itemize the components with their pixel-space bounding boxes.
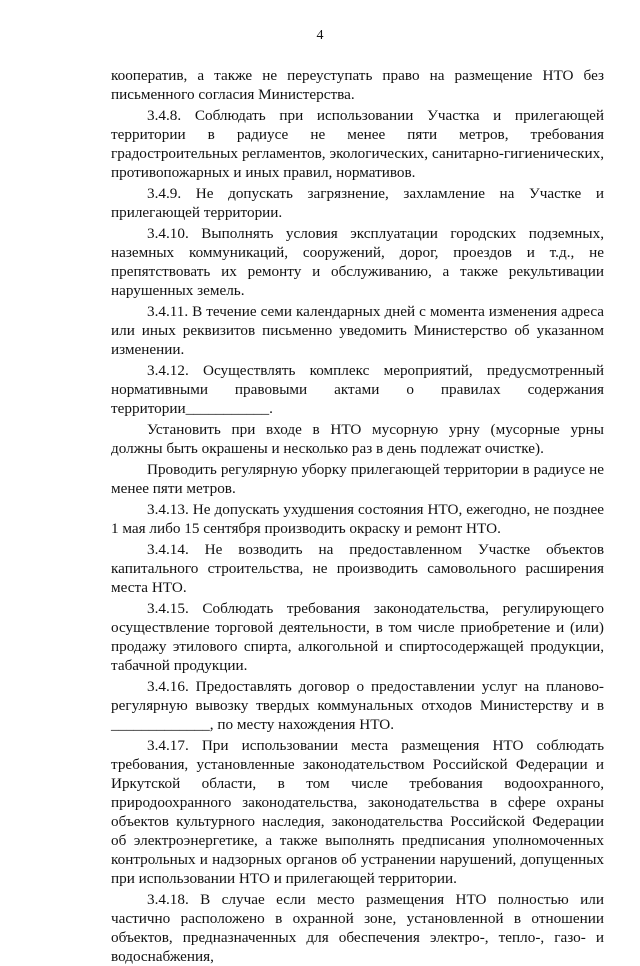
document-body <box>111 66 604 966</box>
paragraph-trash-bin: Установить при входе в НТО мусорную урну (мусорные урны должны быть окрашены и несколько раз в день подлежат очистке). <box>111 421 604 457</box>
paragraph-3-4-12: 3.4.12. Осуществлять комплекс мероприятий, предусмотренный нормативными правовыми актами о правилах содержания территории___________. <box>111 362 604 417</box>
paragraph-3-4-14: 3.4.14. Не возводить на предоставленном Участке объектов капитального строительства, не производить самовольного расширения места НТО. <box>111 541 604 596</box>
paragraph-3-4-9: 3.4.9. Не допускать загрязнение, захламление на Участке и прилегающей территории. <box>111 185 604 221</box>
paragraph-3-4-18: 3.4.18. В случае если место размещения НТО полностью или частично расположено в охранной зоне, установленной в отношении объектов, предназначенных для обеспечения электро-, тепло-, газо- и водоснабжения, <box>111 891 604 965</box>
paragraph-3-4-8: 3.4.8. Соблюдать при использовании Участка и прилегающей территории в радиусе не менее пяти метров, требования градостроительных регламентов, экологических, санитарно-гигиенических, противопожарных и иных правил, нормативов. <box>111 107 604 181</box>
paragraph-3-4-17: 3.4.17. При использовании места размещения НТО соблюдать требования, установленные законодательством Российской Федерации и Иркутской области, в том числе требования водоохранного, природоохранного законодательства, законодательства в сфере охраны объектов культурного наследия, законодательства Российской Федерации об электроэнергетике, а также выполнять предписания уполномоченных контрольных и надзорных органов об устранении нарушений, допущенных при использовании НТО и прилегающей территории. <box>111 737 604 887</box>
paragraph-3-4-16: 3.4.16. Предоставлять договор о предоставлении услуг на планово-регулярную вывозку твердых коммунальных отходов Министерству и в _____________, по месту нахождения НТО. <box>111 678 604 733</box>
paragraph-3-4-13: 3.4.13. Не допускать ухудшения состояния НТО, ежегодно, не позднее 1 мая либо 15 сентября производить окраску и ремонт НТО. <box>111 501 604 537</box>
paragraph: кооператив, а также не переуступать право на размещение НТО без письменного согласия Министерства. <box>111 67 604 103</box>
paragraph-cleaning: Проводить регулярную уборку прилегающей территории в радиусе не менее пяти метров. <box>111 461 604 497</box>
paragraph-3-4-15: 3.4.15. Соблюдать требования законодательства, регулирующего осуществление торговой деятельности, в том числе приобретение и (или) продажу этилового спирта, алкогольной и спиртосодержащей продукции, табачной продукции. <box>111 600 604 674</box>
page-number: 4 <box>316 28 324 43</box>
paragraph-3-4-10: 3.4.10. Выполнять условия эксплуатации городских подземных, наземных коммуникаций, сооружений, дорог, проездов и т.д., не препятствовать их ремонту и обслуживанию, а также рекультивации нарушенных земель. <box>111 225 604 299</box>
paragraph-3-4-11: 3.4.11. В течение семи календарных дней с момента изменения адреса или иных реквизитов письменно уведомить Министерство об указанном изменении. <box>111 303 604 358</box>
